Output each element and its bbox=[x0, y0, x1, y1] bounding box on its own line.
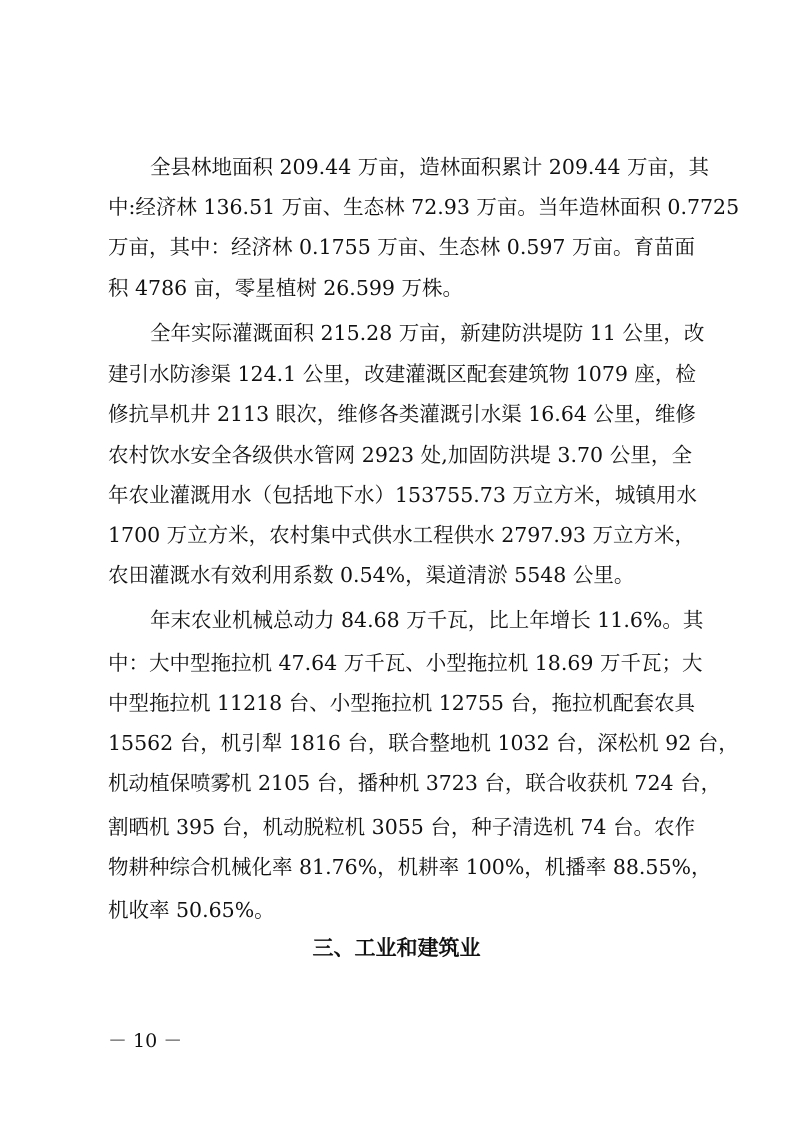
paragraph-2-line: 1700 万立方米，农村集中式供水工程供水 2797.93 万立方米， bbox=[108, 523, 695, 547]
paragraph-1-line: 万亩，其中：经济林 0.1755 万亩、生态林 0.597 万亩。育苗面 bbox=[108, 235, 695, 259]
paragraph-3-line: 机收率 50.65%。 bbox=[108, 898, 275, 922]
section-heading: 三、工业和建筑业 bbox=[312, 936, 481, 960]
paragraph-3-line: 15562 台，机引犁 1816 台，联合整地机 1032 台，深松机 92 台， bbox=[108, 731, 739, 755]
paragraph-1-line: 中:经济林 136.51 万亩、生态林 72.93 万亩。当年造林面积 0.7725 bbox=[108, 195, 740, 219]
paragraph-3-line: 机动植保喷雾机 2105 台，播种机 3723 台，联合收获机 724 台， bbox=[108, 771, 722, 795]
paragraph-3-line: 年末农业机械总动力 84.68 万千瓦，比上年增长 11.6%。其 bbox=[150, 608, 704, 632]
paragraph-3-line: 中型拖拉机 11218 台、小型拖拉机 12755 台，拖拉机配套农具 bbox=[108, 691, 695, 715]
paragraph-2-line: 农田灌溉水有效利用系数 0.54%，渠道清淤 5548 公里。 bbox=[108, 563, 635, 587]
paragraph-1-line: 积 4786 亩，零星植树 26.599 万株。 bbox=[108, 276, 463, 300]
paragraph-2-line: 修抗旱机井 2113 眼次，维修各类灌溉引水渠 16.64 公里，维修 bbox=[108, 402, 696, 426]
paragraph-1-line: 全县林地面积 209.44 万亩，造林面积累计 209.44 万亩，其 bbox=[150, 155, 710, 179]
paragraph-3-line: 割晒机 395 台，机动脱粒机 3055 台，种子清选机 74 台。农作 bbox=[108, 815, 695, 839]
paragraph-2-line: 全年实际灌溉面积 215.28 万亩，新建防洪堤防 11 公里，改 bbox=[150, 321, 705, 345]
paragraph-2-line: 建引水防渗渠 124.1 公里，改建灌溉区配套建筑物 1079 座，检 bbox=[108, 362, 696, 386]
paragraph-3-line: 物耕种综合机械化率 81.76%，机耕率 100%，机播率 88.55%， bbox=[108, 855, 712, 879]
paragraph-2-line: 年农业灌溉用水（包括地下水）153755.73 万立方米，城镇用水 bbox=[108, 483, 697, 507]
page-number: － 10 － bbox=[108, 1030, 183, 1052]
paragraph-2-line: 农村饮水安全各级供水管网 2923 处,加固防洪堤 3.70 公里，全 bbox=[108, 443, 692, 467]
paragraph-3-line: 中：大中型拖拉机 47.64 万千瓦、小型拖拉机 18.69 万千瓦；大 bbox=[108, 651, 703, 675]
